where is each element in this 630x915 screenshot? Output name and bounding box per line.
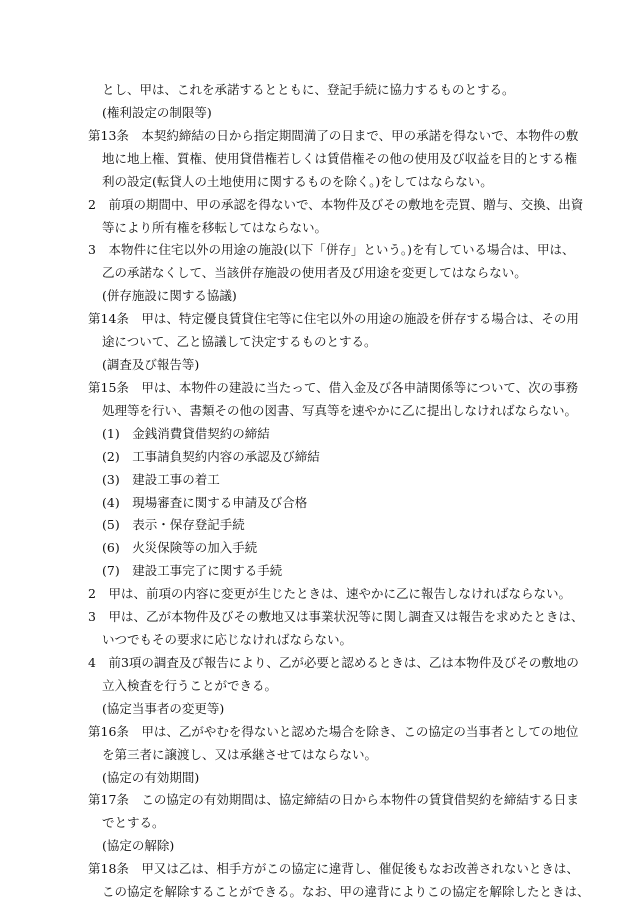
text-line: を第三者に譲渡し、又は承継させてはならない。 [102,747,378,762]
text-line: 立入検査を行うことができる。 [102,678,278,693]
text-line: この協定を解除することができる。なお、甲の違背によりこの協定を解除したときは、 [102,884,590,899]
section-heading: (協定の解除) [102,838,175,853]
article-15-line: 第15条 甲は、本物件の建設に当たって、借入金及び各申請関係等について、次の事務 [88,380,579,395]
text-line: 等により所有権を移転してはならない。 [102,220,328,235]
text-line: 地に地上権、質権、使用貸借権若しくは賃借権その他の使用及び収益を目的とする権 [102,151,578,166]
paragraph-line: 3 甲は、乙が本物件及びその敷地又は事業状況等に関し調査又は報告を求めたときは、 [88,609,584,624]
text-line: でとする。 [102,815,165,830]
section-heading: (併存施設に関する協議) [102,288,237,303]
text-line: とし、甲は、これを承諾するとともに、登記手続に協力するものとする。 [102,82,515,97]
text-line: 利の設定(転貸人の土地使用に関するものを除く。)をしてはならない。 [102,174,493,189]
paragraph-line: 2 甲は、前項の内容に変更が生じたときは、速やかに乙に報告しなければならない。 [88,586,571,601]
article-18-line: 第18条 甲又は乙は、相手方がこの協定に違背し、催促後もなお改善されないときは、 [88,861,579,876]
section-heading: (協定の有効期間) [102,770,200,785]
text-line: 乙の承諾なくして、当該併存施設の使用者及び用途を変更してはならない。 [102,265,527,280]
list-item: (6) 火災保険等の加入手続 [102,540,258,555]
text-line: いつでもその要求に応じなければならない。 [102,632,353,647]
paragraph-line: 2 前項の期間中、甲の承認を得ないで、本物件及びその敷地を売買、贈与、交換、出資 [88,197,584,212]
article-16-line: 第16条 甲は、乙がやむを得ないと認めた場合を除き、この協定の当事者としての地位 [88,724,579,739]
section-heading: (調査及び報告等) [102,357,200,372]
list-item: (1) 金銭消費貸借契約の締結 [102,426,270,441]
text-line: 途について、乙と協議して決定するものとする。 [102,334,377,349]
section-heading: (権利設定の制限等) [102,105,212,120]
article-13-line: 第13条 本契約締結の日から指定期間満了の日まで、甲の承諾を得ないで、本物件の敷 [88,128,579,143]
paragraph-line: 4 前3項の調査及び報告により、乙が必要と認めるときは、乙は本物件及びその敷地の [88,655,579,670]
paragraph-line: 3 本物件に住宅以外の用途の施設(以下「併存」という。)を有している場合は、甲は、 [88,242,575,257]
list-item: (3) 建設工事の着工 [102,472,220,487]
list-item: (4) 現場審査に関する申請及び合格 [102,495,308,510]
list-item: (5) 表示・保存登記手続 [102,517,245,532]
article-17-line: 第17条 この協定の有効期間は、協定締結の日から本物件の賃貸借契約を締結する日ま [88,792,579,807]
text-line: 処理等を行い、書類その他の図書、写真等を速やかに乙に提出しなければならない。 [102,403,578,418]
article-14-line: 第14条 甲は、特定優良賃貸住宅等に住宅以外の用途の施設を併存する場合は、その用 [88,311,579,326]
list-item: (7) 建設工事完了に関する手続 [102,563,283,578]
section-heading: (協定当事者の変更等) [102,701,225,716]
list-item: (2) 工事請負契約内容の承認及び締結 [102,449,320,464]
